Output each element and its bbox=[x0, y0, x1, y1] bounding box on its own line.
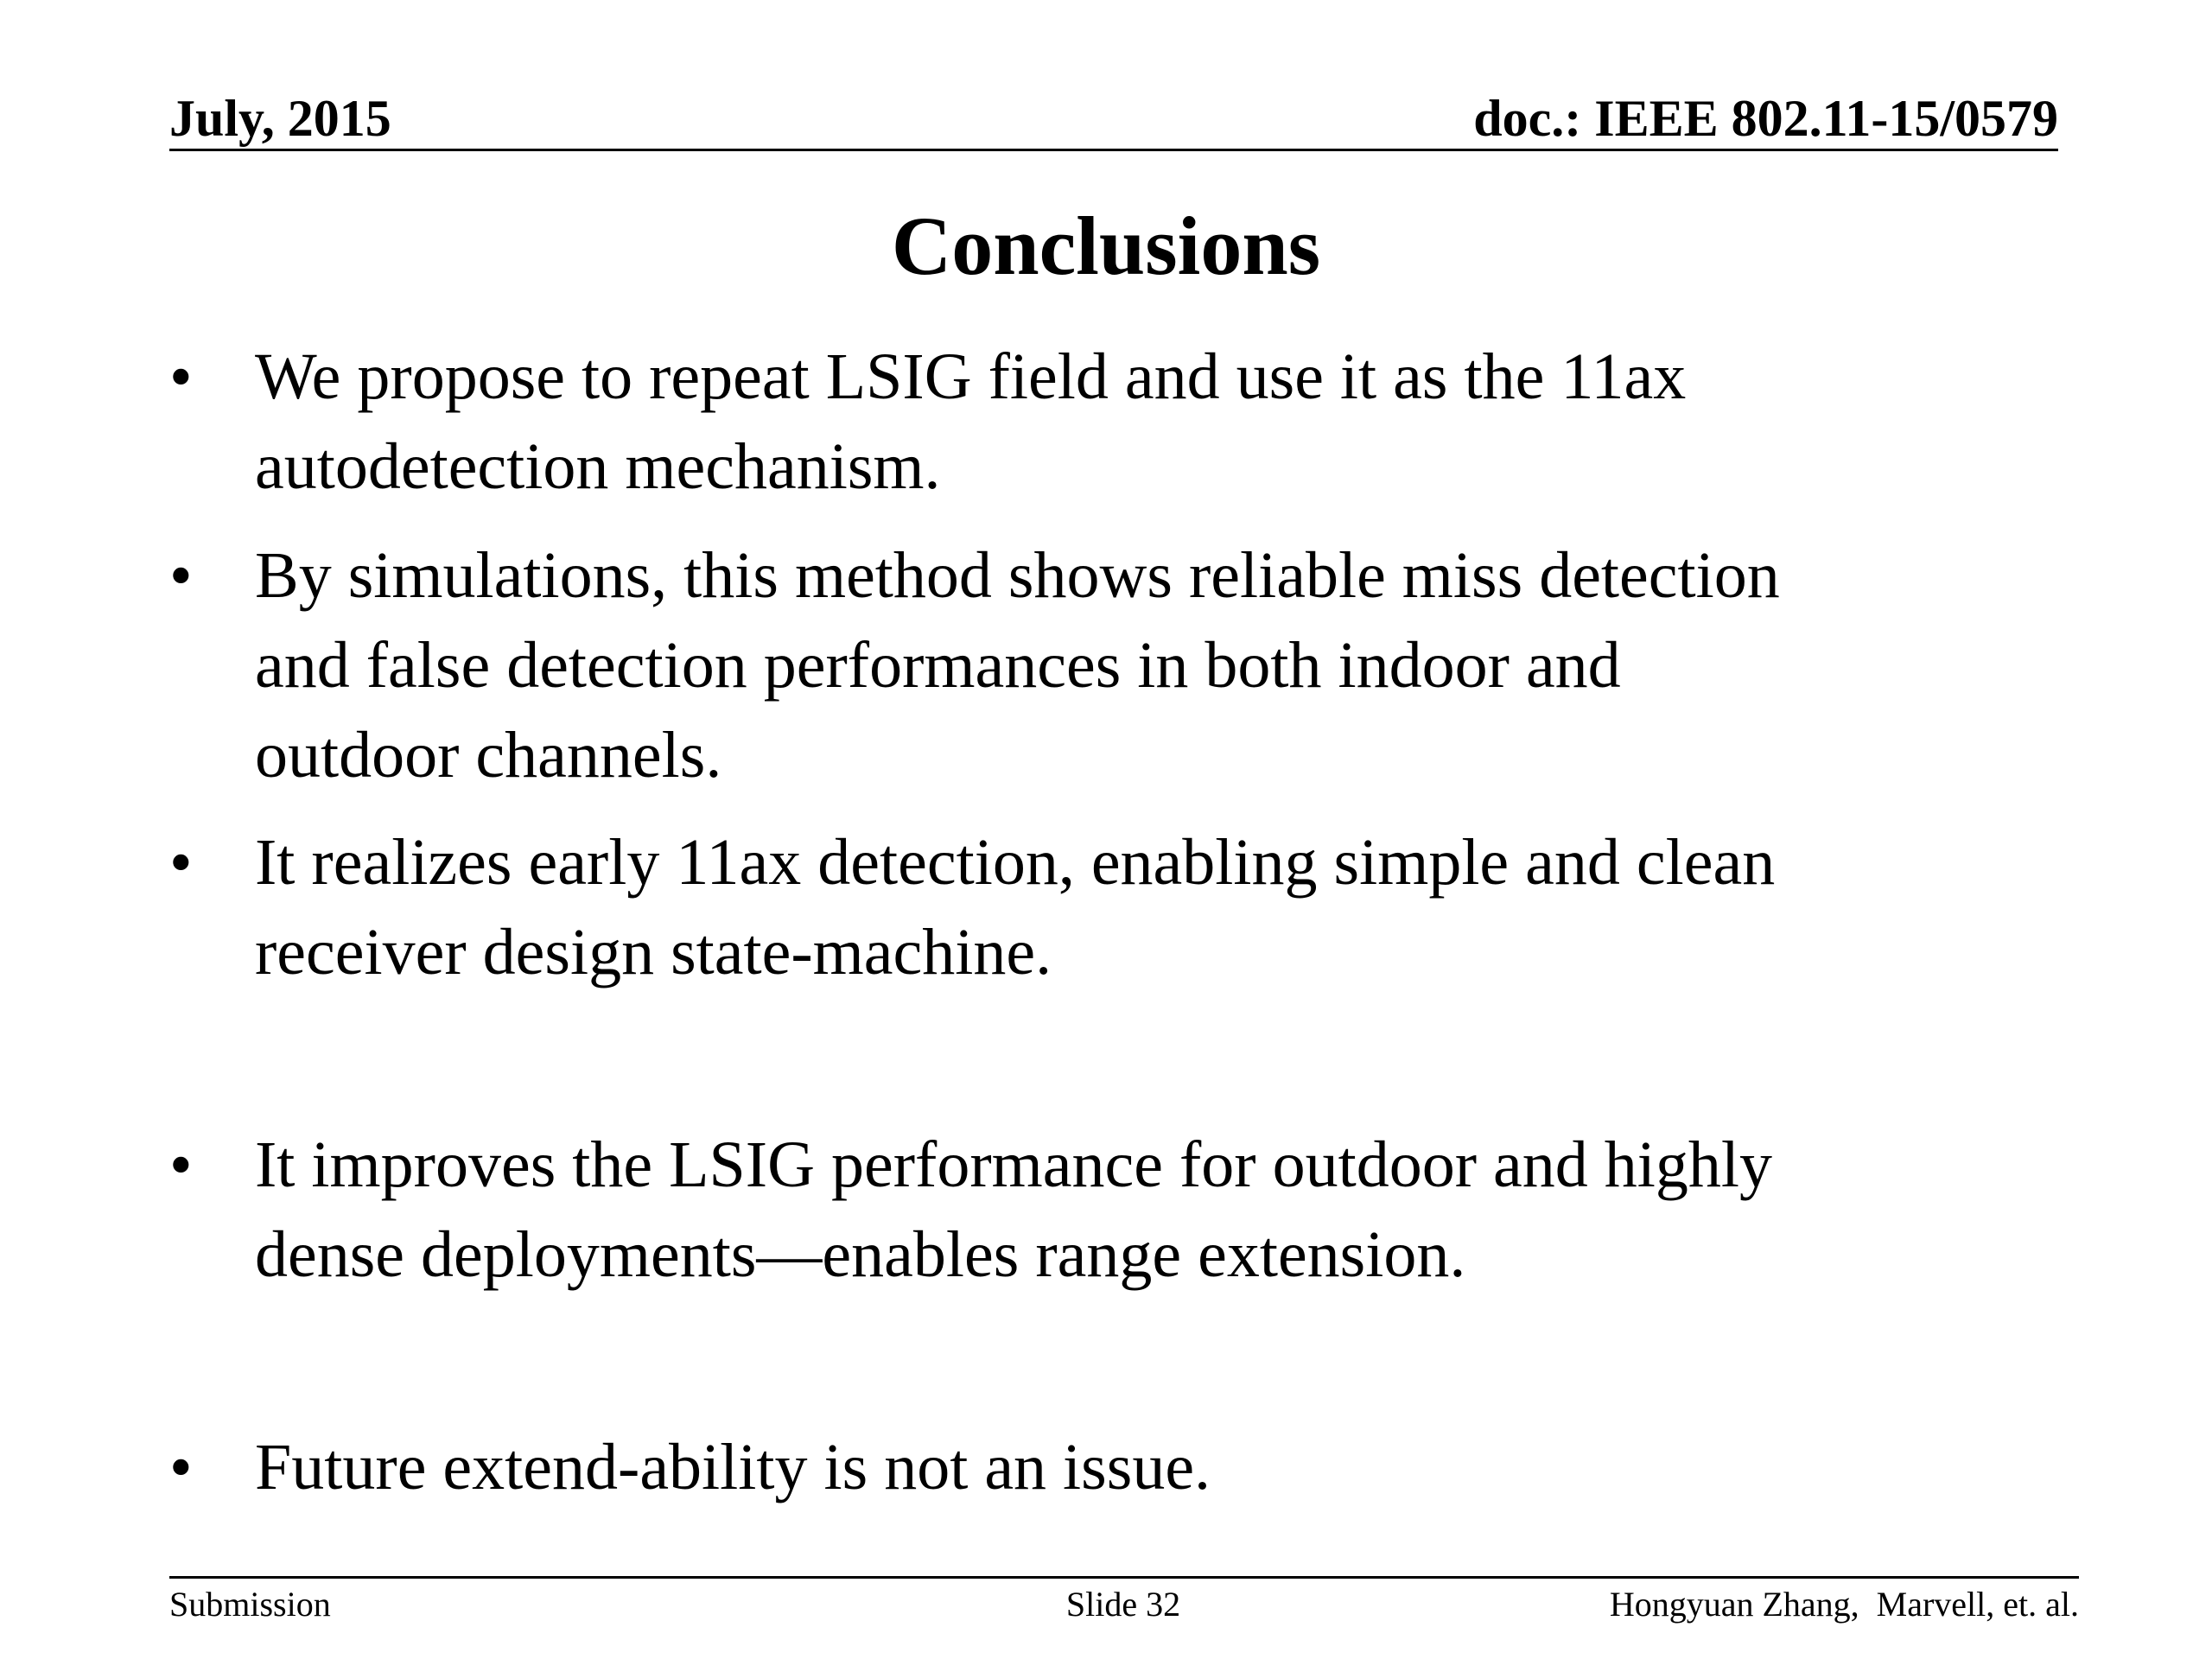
footer-slide-number: Slide 32 bbox=[1065, 1585, 1181, 1624]
bullet-line: By simulations, this method shows reliable miss detection bbox=[255, 539, 1780, 612]
footer-divider bbox=[169, 1576, 2079, 1579]
header-date: July, 2015 bbox=[169, 90, 391, 147]
bullet-icon: • bbox=[169, 340, 193, 413]
bullet-line: and false detection performances in both indoor and bbox=[255, 629, 1621, 702]
bullet-line: Future extend-ability is not an issue. bbox=[255, 1431, 1211, 1503]
bullet-text bbox=[255, 1422, 2113, 1512]
bullet-text bbox=[255, 332, 2113, 512]
footer-submission: Submission bbox=[169, 1585, 331, 1624]
bullet-line: It improves the LSIG performance for outdoor and highly bbox=[255, 1128, 1772, 1201]
bullet-text bbox=[255, 1120, 2113, 1300]
bullet-icon: • bbox=[169, 539, 193, 612]
bullet-line: We propose to repeat LSIG field and use it as the 11ax bbox=[255, 340, 1687, 413]
bullet-text bbox=[255, 531, 2113, 800]
bullet-line: dense deployments—enables range extension. bbox=[255, 1218, 1466, 1291]
slide-title: Conclusions bbox=[891, 200, 1321, 292]
bullet-text bbox=[255, 817, 2113, 997]
bullet-icon: • bbox=[169, 826, 193, 899]
bullet-icon: • bbox=[169, 1128, 193, 1201]
bullet-line: autodetection mechanism. bbox=[255, 430, 941, 503]
bullet-line: outdoor channels. bbox=[255, 719, 722, 791]
header-doc-number: doc.: IEEE 802.11-15/0579 bbox=[1473, 90, 2058, 147]
bullet-icon: • bbox=[169, 1431, 193, 1503]
footer-authors: Hongyuan Zhang, Marvell, et. al. bbox=[1609, 1585, 2079, 1624]
header-divider bbox=[169, 149, 2058, 151]
bullet-line: It realizes early 11ax detection, enabling simple and clean bbox=[255, 826, 1776, 899]
bullet-line: receiver design state-machine. bbox=[255, 916, 1052, 988]
